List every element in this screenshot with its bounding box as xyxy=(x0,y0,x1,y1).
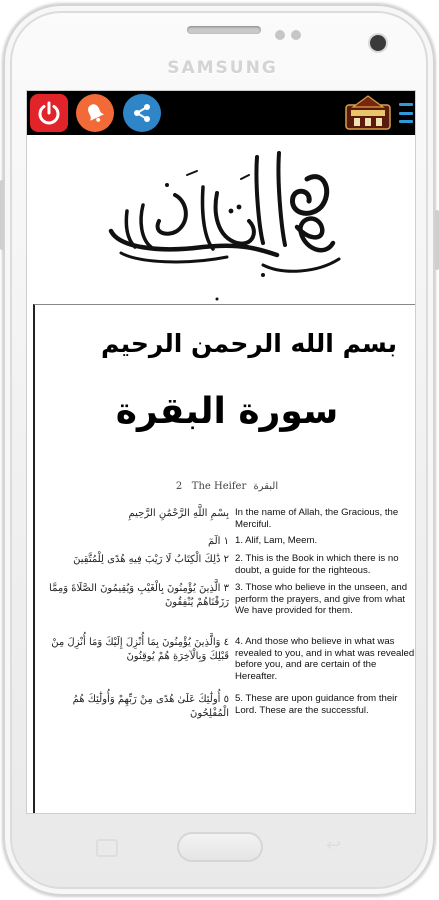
verse-translation: 1. Alif, Lam, Meem. xyxy=(235,535,318,546)
share-button[interactable] xyxy=(123,94,161,132)
verse-list xyxy=(39,507,415,723)
verse-arabic: ٢ ذَٰلِكَ الْكِتَابُ لَا رَيْبَ فِيهِ هُدًى لِلْمُتَّقِينَ xyxy=(73,554,229,565)
volume-button xyxy=(0,180,4,250)
surah-number: 2 xyxy=(175,481,183,492)
muhammad-rasulullah-calligraphy xyxy=(27,135,415,301)
verse-row xyxy=(39,507,415,535)
proximity-sensor xyxy=(275,30,285,40)
verse-arabic: ٣ الَّذِينَ يُؤْمِنُونَ بِالْغَيْبِ وَيُقِيمُونَ الصَّلَاةَ وَمِمَّا رَزَقْنَاهُمْ يُنْفِقُونَ xyxy=(49,583,229,608)
power-button[interactable] xyxy=(30,94,68,132)
verse-row xyxy=(39,693,415,723)
quran-page xyxy=(33,304,415,813)
earpiece-speaker xyxy=(187,26,261,34)
verse-arabic: ٥ أُولَٰئِكَ عَلَىٰ هُدًى مِنْ رَبِّهِمْ وَأُولَٰئِكَ هُمُ الْمُفْلِحُونَ xyxy=(72,694,229,719)
power-icon xyxy=(36,100,62,126)
bell-icon xyxy=(83,101,107,125)
device-brand: SAMSUNG xyxy=(167,58,278,78)
verse-arabic: ٤ وَالَّذِينَ يُؤْمِنُونَ بِمَا أُنْزِلَ إِلَيْكَ وَمَا أُنْزِلَ مِنْ قَبْلِكَ وَبِالْآخِرَةِ هُمْ يُوقِنُونَ xyxy=(51,637,229,662)
verse-translation: 3. Those who believe in the unseen, and perform the prayers, and give from what We have provided for them. xyxy=(235,582,408,616)
verse-row xyxy=(39,553,415,582)
verse-row xyxy=(39,535,415,553)
verse-translation: 5. These are upon guidance from their Lord. These are the successful. xyxy=(235,693,398,716)
verse-arabic: ١ الٓمٓ xyxy=(207,536,229,547)
back-key[interactable]: ↩ xyxy=(326,835,342,856)
front-camera xyxy=(370,35,386,51)
surah-english-name: The Heifer xyxy=(191,481,247,492)
page-header xyxy=(35,481,415,492)
verse-row xyxy=(39,636,415,693)
verse-row xyxy=(39,582,415,636)
verse-translation: 2. This is the Book in which there is no doubt, a guide for the righteous. xyxy=(235,553,399,576)
recent-apps-key[interactable] xyxy=(96,839,118,857)
power-side-button xyxy=(435,210,439,270)
notifications-button[interactable] xyxy=(76,94,114,132)
home-button[interactable] xyxy=(177,832,263,862)
share-icon xyxy=(130,101,154,125)
surah-title: سورة البقرة xyxy=(115,391,339,432)
basmala-heading: بسم الله الرحمن الرحيم xyxy=(101,329,397,358)
calligraphy-image xyxy=(27,135,415,301)
verse-arabic: بِسْمِ اللَّهِ الرَّحْمَٰنِ الرَّحِيمِ xyxy=(128,508,229,519)
app-screen xyxy=(27,91,415,813)
app-toolbar xyxy=(27,91,415,135)
app-logo[interactable] xyxy=(345,95,391,131)
surah-arabic-name: البقرة xyxy=(253,481,279,492)
verse-translation: 4. And those who believe in what was revealed to you, and in what was revealed before you, and are certain of the Hereafter. xyxy=(235,636,415,682)
light-sensor xyxy=(291,30,301,40)
verse-translation: In the name of Allah, the Gracious, the Merciful. xyxy=(235,507,399,530)
menu-icon[interactable] xyxy=(399,103,413,123)
